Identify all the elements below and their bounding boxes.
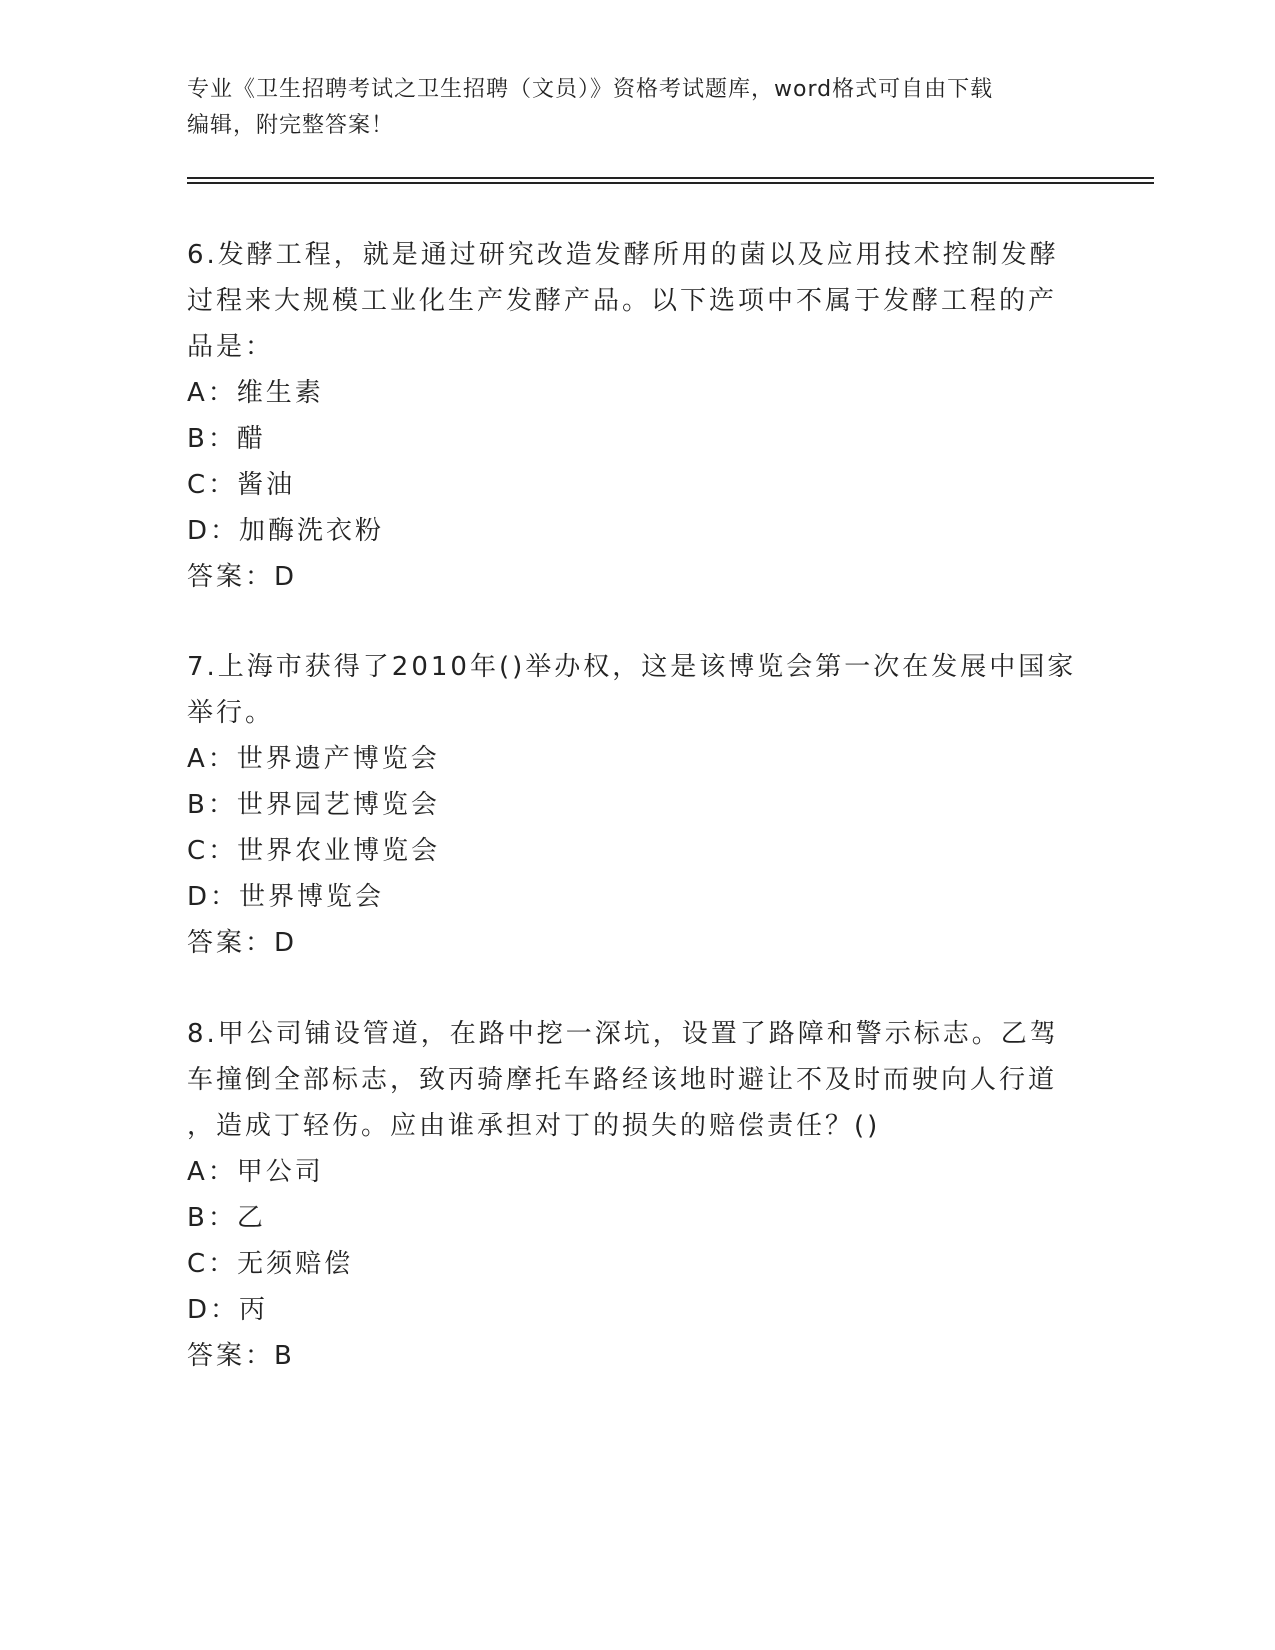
header-divider-top xyxy=(187,177,1154,179)
option-b: B：乙 xyxy=(187,1203,266,1233)
question-stem-line: 品是： xyxy=(187,332,275,362)
question-stem xyxy=(187,232,1087,370)
option-d: D：加酶洗衣粉 xyxy=(187,516,385,546)
answer-label: 答案：D xyxy=(187,928,298,958)
question-6 xyxy=(187,232,1087,600)
option-a: A：甲公司 xyxy=(187,1157,324,1187)
option-d: D：世界博览会 xyxy=(187,882,385,912)
question-stem-line: 8.甲公司铺设管道，在路中挖一深坑，设置了路障和警示标志。乙驾 xyxy=(187,1019,1059,1049)
option-c: C：酱油 xyxy=(187,470,296,500)
question-stem-line: 7.上海市获得了2010年()举办权，这是该博览会第一次在发展中国家 xyxy=(187,652,1077,682)
question-stem-line: 过程来大规模工业化生产发酵产品。以下选项中不属于发酵工程的产 xyxy=(187,286,1058,316)
question-stem-line: 6.发酵工程，就是通过研究改造发酵所用的菌以及应用技术控制发酵 xyxy=(187,240,1059,270)
answer-label: 答案：B xyxy=(187,1341,295,1371)
option-d: D：丙 xyxy=(187,1295,269,1325)
header-divider-bottom xyxy=(187,182,1154,184)
answer-label: 答案：D xyxy=(187,562,298,592)
option-b: B：世界园艺博览会 xyxy=(187,790,440,820)
option-a: A：维生素 xyxy=(187,378,324,408)
question-stem-line: ，造成丁轻伤。应由谁承担对丁的损失的赔偿责任？() xyxy=(187,1111,881,1141)
question-stem xyxy=(187,644,1087,736)
question-stem-line: 举行。 xyxy=(187,698,275,728)
document-header xyxy=(187,72,1087,144)
question-stem xyxy=(187,1011,1087,1149)
option-c: C：世界农业博览会 xyxy=(187,836,441,866)
question-7 xyxy=(187,644,1087,966)
question-stem-line: 车撞倒全部标志，致丙骑摩托车路经该地时避让不及时而驶向人行道 xyxy=(187,1065,1058,1095)
option-c: C：无须赔偿 xyxy=(187,1249,354,1279)
option-b: B：醋 xyxy=(187,424,266,454)
header-line-1: 专业《卫生招聘考试之卫生招聘（文员）》资格考试题库，word格式可自由下载 xyxy=(187,77,994,102)
option-a: A：世界遗产博览会 xyxy=(187,744,440,774)
header-line-2: 编辑，附完整答案！ xyxy=(187,113,395,138)
question-8 xyxy=(187,1011,1087,1379)
